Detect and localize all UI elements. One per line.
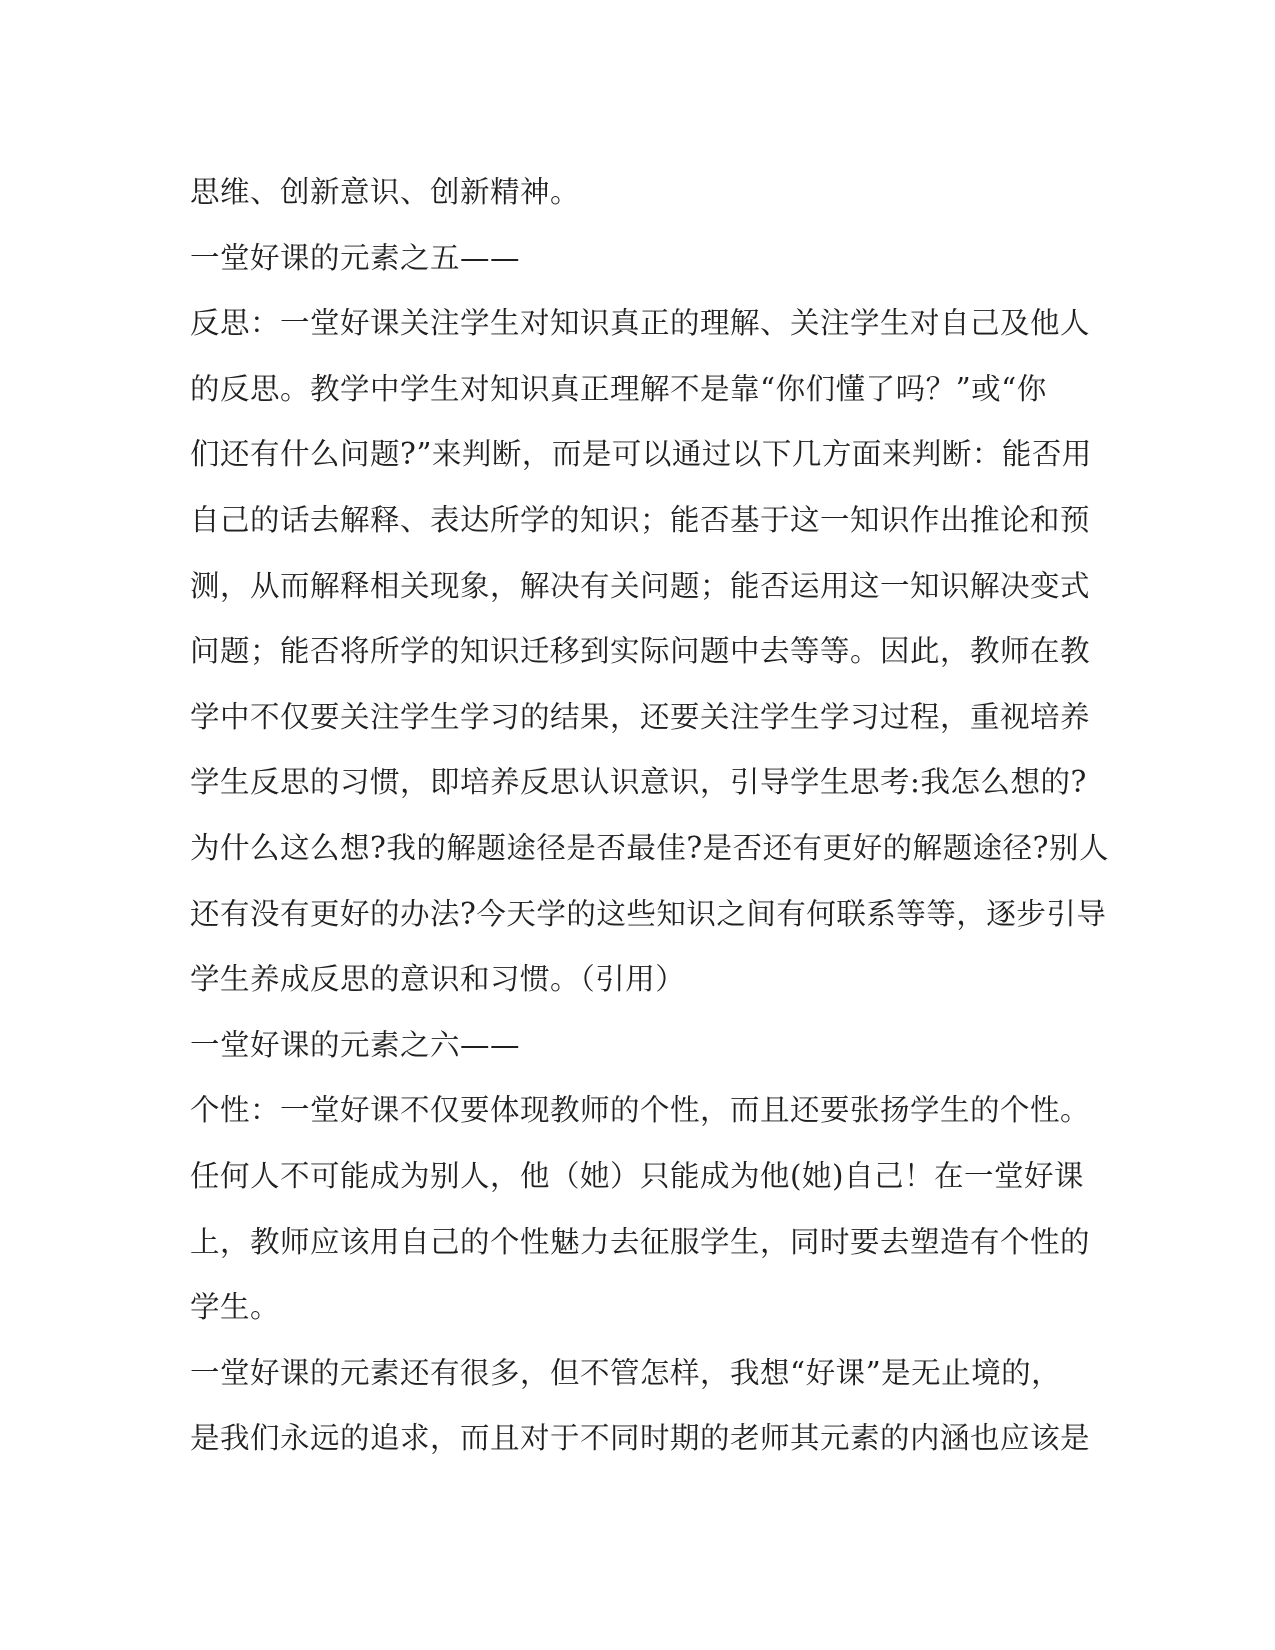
text-line: 的反思。教学中学生对知识真正理解不是靠“你们懂了吗？”或“你 xyxy=(190,371,1047,406)
section-heading: 一堂好课的元素之五—— xyxy=(190,240,521,275)
text-line: 问题；能否将所学的知识迁移到实际问题中去等等。因此，教师在教 xyxy=(190,634,1091,669)
text-line: 自己的话去解释、表达所学的知识；能否基于这一知识作出推论和预 xyxy=(190,502,1091,537)
text-line: 还有没有更好的办法?今天学的这些知识之间有何联系等等，逐步引导 xyxy=(190,896,1107,931)
text-line: 反思：一堂好课关注学生对知识真正的理解、关注学生对自己及他人 xyxy=(190,306,1091,341)
text-line: 为什么这么想?我的解题途径是否最佳?是否还有更好的解题途径?别人 xyxy=(190,830,1109,865)
text-line: 测，从而解释相关现象，解决有关问题；能否运用这一知识解决变式 xyxy=(190,568,1091,603)
body-text xyxy=(190,162,1109,1474)
text-line: 学生养成反思的意识和习惯。（引用） xyxy=(190,962,686,997)
section-heading: 一堂好课的元素之六—— xyxy=(190,1027,521,1062)
text-line: 学生反思的习惯，即培养反思认识意识，引导学生思考:我怎么想的? xyxy=(190,765,1087,800)
text-line: 学生。 xyxy=(190,1290,281,1325)
text-line: 一堂好课的元素还有很多，但不管怎样，我想“好课”是无止境的， xyxy=(190,1355,1062,1390)
text-line: 是我们永远的追求，而且对于不同时期的老师其元素的内涵也应该是 xyxy=(190,1421,1091,1456)
text-line: 们还有什么问题?”来判断，而是可以通过以下几方面来判断：能否用 xyxy=(190,437,1092,472)
text-line: 学中不仅要关注学生学习的结果，还要关注学生学习过程，重视培养 xyxy=(190,699,1091,734)
text-line: 上，教师应该用自己的个性魅力去征服学生，同时要去塑造有个性的 xyxy=(190,1224,1091,1259)
text-line: 个性：一堂好课不仅要体现教师的个性，而且还要张扬学生的个性。 xyxy=(190,1093,1091,1128)
text-line: 任何人不可能成为别人，他（她）只能成为他(她)自己！在一堂好课 xyxy=(190,1158,1085,1193)
text-line: 思维、创新意识、创新精神。 xyxy=(190,175,581,209)
